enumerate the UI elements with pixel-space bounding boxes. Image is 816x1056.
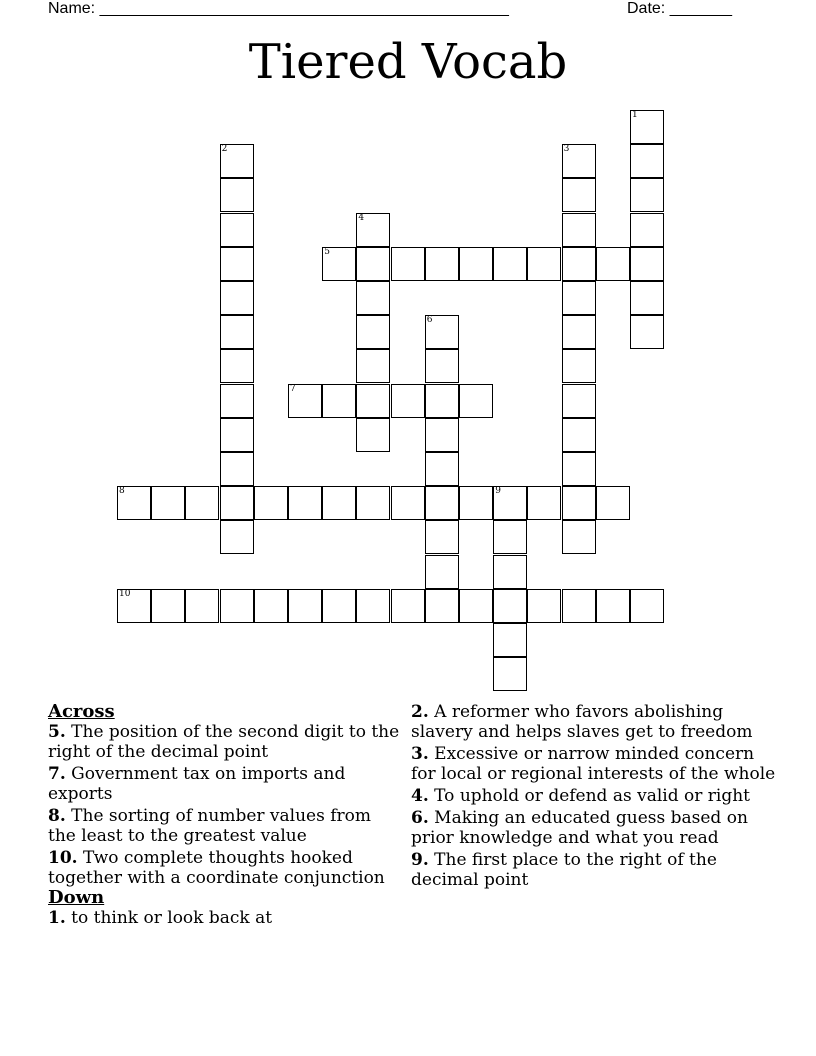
crossword-cell[interactable] bbox=[220, 178, 254, 212]
crossword-cell[interactable] bbox=[493, 520, 527, 554]
crossword-cell[interactable] bbox=[220, 144, 254, 178]
crossword-cell[interactable] bbox=[220, 213, 254, 247]
crossword-cell[interactable] bbox=[596, 589, 630, 623]
crossword-cell[interactable] bbox=[356, 589, 390, 623]
crossword-cell[interactable] bbox=[254, 589, 288, 623]
crossword-cell[interactable] bbox=[117, 486, 151, 520]
clue-number-label: 2 bbox=[221, 144, 228, 155]
crossword-cell[interactable] bbox=[185, 486, 219, 520]
clue-text: The position of the second digit to the right of the decimal point bbox=[48, 722, 400, 762]
crossword-cell[interactable] bbox=[356, 315, 390, 349]
crossword-cell[interactable] bbox=[356, 281, 390, 315]
crossword-cell[interactable] bbox=[459, 589, 493, 623]
crossword-cell[interactable] bbox=[562, 486, 596, 520]
crossword-cell[interactable] bbox=[425, 315, 459, 349]
clue-number: 6. bbox=[411, 808, 429, 828]
crossword-cell[interactable] bbox=[425, 384, 459, 418]
crossword-cell[interactable] bbox=[493, 247, 527, 281]
clue-number: 9. bbox=[411, 850, 429, 870]
clue-number-label: 3 bbox=[563, 144, 570, 155]
crossword-cell[interactable] bbox=[117, 589, 151, 623]
clue-across-5 bbox=[48, 722, 403, 762]
crossword-cell[interactable] bbox=[220, 349, 254, 383]
crossword-cell[interactable] bbox=[425, 452, 459, 486]
crossword-cell[interactable] bbox=[425, 555, 459, 589]
clue-number-label: 7 bbox=[290, 383, 296, 394]
crossword-cell[interactable] bbox=[459, 247, 493, 281]
crossword-cell[interactable] bbox=[220, 384, 254, 418]
clue-number: 1. bbox=[48, 908, 66, 928]
crossword-cell[interactable] bbox=[220, 589, 254, 623]
date-field-label[interactable]: Date: _______ bbox=[627, 0, 732, 17]
clue-down-6 bbox=[411, 808, 781, 848]
crossword-cell[interactable] bbox=[220, 486, 254, 520]
crossword-cell[interactable] bbox=[562, 589, 596, 623]
clue-down-1 bbox=[48, 908, 403, 928]
crossword-cell[interactable] bbox=[254, 486, 288, 520]
crossword-cell[interactable] bbox=[425, 349, 459, 383]
clue-across-10 bbox=[48, 848, 403, 888]
crossword-cell[interactable] bbox=[220, 520, 254, 554]
crossword-cell[interactable] bbox=[391, 486, 425, 520]
clue-down-3 bbox=[411, 744, 781, 784]
crossword-cell[interactable] bbox=[356, 213, 390, 247]
clue-text: The sorting of number values from the least to the greatest value bbox=[48, 806, 372, 846]
crossword-cell[interactable] bbox=[630, 589, 664, 623]
crossword-cell[interactable] bbox=[425, 589, 459, 623]
crossword-cell[interactable] bbox=[220, 452, 254, 486]
clue-number-label: 8 bbox=[119, 486, 125, 497]
crossword-cell[interactable] bbox=[288, 589, 322, 623]
crossword-cell[interactable] bbox=[356, 247, 390, 281]
clue-text: To uphold or defend as valid or right bbox=[434, 786, 751, 806]
clue-text: The first place to the right of the decimal point bbox=[411, 850, 717, 890]
crossword-cell[interactable] bbox=[425, 520, 459, 554]
crossword-cell[interactable] bbox=[493, 486, 527, 520]
crossword-cell[interactable] bbox=[630, 315, 664, 349]
crossword-cell[interactable] bbox=[220, 281, 254, 315]
clue-across-7 bbox=[48, 764, 403, 804]
crossword-cell[interactable] bbox=[493, 657, 527, 691]
crossword-cell[interactable] bbox=[527, 589, 561, 623]
crossword-cell[interactable] bbox=[630, 281, 664, 315]
crossword-cell[interactable] bbox=[630, 178, 664, 212]
clue-number: 3. bbox=[411, 744, 429, 764]
across-heading: Across bbox=[48, 701, 115, 722]
crossword-cell[interactable] bbox=[596, 486, 630, 520]
down-heading: Down bbox=[48, 887, 105, 908]
crossword-cell[interactable] bbox=[562, 418, 596, 452]
crossword-cell[interactable] bbox=[596, 247, 630, 281]
crossword-cell[interactable] bbox=[562, 384, 596, 418]
crossword-cell[interactable] bbox=[562, 213, 596, 247]
clue-number: 5. bbox=[48, 722, 66, 742]
crossword-cell[interactable] bbox=[630, 213, 664, 247]
clue-text: Excessive or narrow minded concern for local or regional interests of the whole bbox=[411, 744, 776, 784]
clue-number: 4. bbox=[411, 786, 429, 806]
crossword-cell[interactable] bbox=[562, 349, 596, 383]
clue-down-2 bbox=[411, 702, 781, 742]
page-title: Tiered Vocab bbox=[248, 34, 568, 90]
crossword-cell[interactable] bbox=[220, 315, 254, 349]
name-field-label[interactable]: Name: ______________________________________________ bbox=[48, 0, 509, 17]
clue-across-8 bbox=[48, 806, 403, 846]
crossword-cell[interactable] bbox=[185, 589, 219, 623]
clue-down-9 bbox=[411, 850, 781, 890]
crossword-cell[interactable] bbox=[425, 418, 459, 452]
clue-down-4 bbox=[411, 786, 781, 806]
clue-text: to think or look back at bbox=[71, 908, 273, 928]
clue-text: A reformer who favors abolishing slavery and helps slaves get to freedom bbox=[411, 702, 753, 742]
clue-number-label: 5 bbox=[324, 246, 330, 257]
crossword-cell[interactable] bbox=[220, 247, 254, 281]
crossword-cell[interactable] bbox=[493, 623, 527, 657]
crossword-cell[interactable] bbox=[562, 520, 596, 554]
crossword-cell[interactable] bbox=[356, 418, 390, 452]
clue-text: Government tax on imports and exports bbox=[48, 764, 346, 804]
clue-number: 2. bbox=[411, 702, 429, 722]
crossword-cell[interactable] bbox=[356, 486, 390, 520]
clues-left-column bbox=[48, 702, 403, 928]
crossword-cell[interactable] bbox=[459, 384, 493, 418]
crossword-cell[interactable] bbox=[562, 144, 596, 178]
crossword-cell[interactable] bbox=[527, 247, 561, 281]
crossword-cell[interactable] bbox=[493, 555, 527, 589]
crossword-cell[interactable] bbox=[425, 486, 459, 520]
clue-number-label: 1 bbox=[632, 110, 638, 120]
clues-right-column bbox=[411, 702, 781, 890]
crossword-cell[interactable] bbox=[562, 315, 596, 349]
crossword-cell[interactable] bbox=[288, 486, 322, 520]
crossword-cell[interactable] bbox=[391, 589, 425, 623]
clue-number-label: 10 bbox=[119, 588, 131, 599]
crossword-cell[interactable] bbox=[391, 384, 425, 418]
clue-text: Making an educated guess based on prior knowledge and what you read bbox=[411, 808, 748, 848]
crossword-cell[interactable] bbox=[322, 589, 356, 623]
crossword-cell[interactable] bbox=[527, 486, 561, 520]
crossword-cell[interactable] bbox=[322, 247, 356, 281]
crossword-cell[interactable] bbox=[288, 384, 322, 418]
clue-number: 8. bbox=[48, 806, 66, 826]
crossword-cell[interactable] bbox=[220, 418, 254, 452]
clue-number-label: 4 bbox=[358, 212, 365, 223]
clue-number-label: 9 bbox=[495, 486, 501, 497]
clue-number: 10. bbox=[48, 848, 78, 868]
crossword-cell[interactable] bbox=[562, 178, 596, 212]
crossword-cell[interactable] bbox=[562, 281, 596, 315]
clue-number-label: 6 bbox=[426, 315, 433, 326]
crossword-cell[interactable] bbox=[425, 247, 459, 281]
crossword-cell[interactable] bbox=[356, 384, 390, 418]
crossword-cell[interactable] bbox=[459, 486, 493, 520]
crossword-cell[interactable] bbox=[391, 247, 425, 281]
clue-text: Two complete thoughts hooked together with a coordinate conjunction bbox=[48, 848, 385, 888]
crossword-cell[interactable] bbox=[630, 144, 664, 178]
crossword-cell[interactable] bbox=[151, 589, 185, 623]
crossword-cell[interactable] bbox=[630, 247, 664, 281]
clue-number: 7. bbox=[48, 764, 66, 784]
crossword-cell[interactable] bbox=[493, 589, 527, 623]
crossword-cell[interactable] bbox=[630, 110, 664, 144]
crossword-cell[interactable] bbox=[322, 384, 356, 418]
crossword-cell[interactable] bbox=[356, 349, 390, 383]
crossword-cell[interactable] bbox=[151, 486, 185, 520]
crossword-cell[interactable] bbox=[562, 452, 596, 486]
crossword-cell[interactable] bbox=[322, 486, 356, 520]
crossword-cell[interactable] bbox=[562, 247, 596, 281]
